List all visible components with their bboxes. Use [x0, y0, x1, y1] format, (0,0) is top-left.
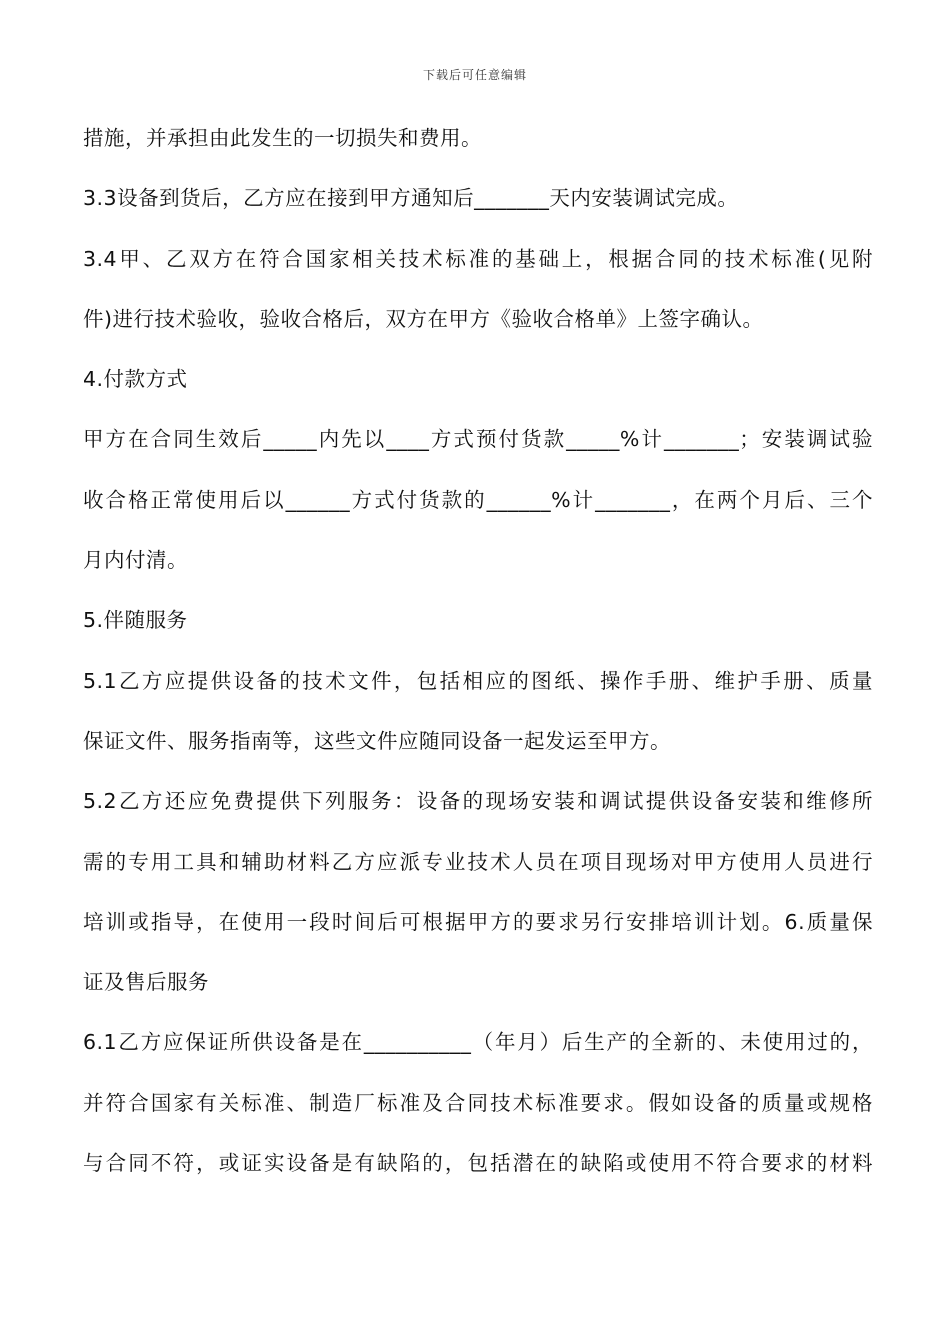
paragraph-line: 证及售后服务 [83, 970, 209, 995]
paragraph-line: 收合格正常使用后以______方式付货款的______%计_______，在两个月后、三个 [83, 487, 873, 512]
paragraph-line: 甲方在合同生效后_____内先以____方式预付货款_____%计_______；安装调试验 [83, 427, 873, 452]
paragraph-line: 6.1乙方应保证所供设备是在__________（年月）后生产的全新的、未使用过的， [83, 1030, 873, 1055]
section-heading: 5.伴随服务 [83, 608, 188, 633]
paragraph-line: 5.1乙方应提供设备的技术文件，包括相应的图纸、操作手册、维护手册、质量 [83, 668, 873, 693]
paragraph-line: 保证文件、服务指南等，这些文件应随同设备一起发运至甲方。 [83, 728, 671, 753]
page-header: 下载后可任意编辑 [422, 68, 527, 82]
paragraph-line: 5.2乙方还应免费提供下列服务：设备的现场安装和调试提供设备安装和维修所 [83, 789, 873, 814]
paragraph-line: 与合同不符，或证实设备是有缺陷的，包括潜在的缺陷或使用不符合要求的材料 [83, 1151, 873, 1176]
paragraph-line: 培训或指导，在使用一段时间后可根据甲方的要求另行安排培训计划。6.质量保 [83, 909, 873, 934]
paragraph-line: 件)进行技术验收，验收合格后，双方在甲方《验收合格单》上签字确认。 [83, 306, 764, 331]
paragraph-line: 月内付清。 [83, 548, 188, 573]
paragraph-line: 3.3设备到货后，乙方应在接到甲方通知后_______天内安装调试完成。 [83, 186, 739, 211]
section-heading: 4.付款方式 [83, 367, 188, 392]
paragraph-line: 3.4甲、乙双方在符合国家相关技术标准的基础上，根据合同的技术标准(见附 [83, 246, 873, 271]
document-body [83, 112, 873, 1197]
paragraph-line: 需的专用工具和辅助材料乙方应派专业技术人员在项目现场对甲方使用人员进行 [83, 849, 873, 874]
paragraph-line: 并符合国家有关标准、制造厂标准及合同技术标准要求。假如设备的质量或规格 [83, 1090, 873, 1115]
paragraph-line: 措施，并承担由此发生的一切损失和费用。 [83, 126, 482, 150]
